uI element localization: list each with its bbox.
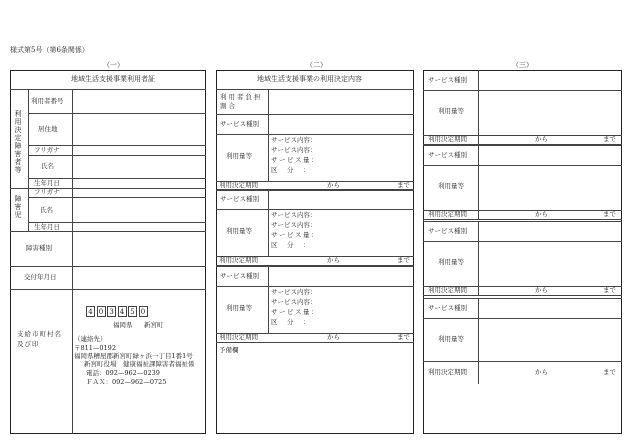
service-type-label: サービス種別 [220, 120, 259, 128]
department-text: 新宮町役場 健康福祉課障害者福祉係 [84, 360, 195, 368]
usage-amount-label: 利用量等 [226, 304, 252, 312]
address-label: 居住地 [38, 125, 58, 133]
period-label: 利用決定期間 [219, 256, 258, 264]
period-label: 利用決定期間 [219, 181, 258, 189]
postal-digit: 4 [118, 306, 127, 317]
period-from: から [327, 333, 340, 341]
usage-amount-label: 利用量等 [226, 152, 252, 160]
card1-title: 地域生活支援事業利用者証 [71, 75, 155, 83]
user-number-label: 利用者番号 [31, 97, 64, 105]
period-until: まで [603, 135, 616, 143]
service-content-2-label: サービス内容： [271, 221, 317, 229]
birthdate-label: 生年月日 [34, 179, 60, 187]
period-until: まで [397, 333, 410, 341]
postal-digit: 0 [97, 306, 106, 317]
period-label: 利用決定期間 [219, 333, 258, 341]
tel-text: 電話：092—962—0239 [86, 369, 160, 377]
period-until: まで [603, 210, 616, 218]
burden-ratio-label: 利用者負担割合 [220, 93, 263, 111]
section-label-1: （一） [103, 61, 124, 69]
usage-amount-label: 利用量等 [438, 335, 464, 343]
section-label-2: （二） [306, 61, 327, 69]
period-label: 利用決定期間 [428, 135, 467, 143]
service-type-label: サービス種別 [428, 76, 467, 84]
municipality-label: 支給市町村名及び印 [17, 330, 62, 348]
period-label: 利用決定期間 [428, 210, 467, 218]
usage-amount-label: 利用量等 [438, 258, 464, 266]
prefecture-text: 福岡県 [113, 321, 133, 329]
service-content-2-label: サービス内容： [271, 298, 317, 306]
period-from: から [535, 135, 548, 143]
person-group-label: 利用決定障害者等 [14, 110, 22, 174]
service-content-1-label: サービス内容： [271, 136, 317, 144]
service-amount-label: サービス量： [271, 156, 319, 164]
period-until: まで [603, 368, 616, 376]
service-content-1-label: サービス内容： [271, 211, 317, 219]
section-label-3: （三） [512, 61, 533, 69]
postal-digit: 3 [107, 306, 116, 317]
postcode-text: 〒811—0192 [74, 344, 116, 352]
period-from: から [535, 210, 548, 218]
card2-title: 地域生活支援事業の利用決定内容 [257, 75, 362, 83]
form-number: 様式第5号（第6条関係） [10, 46, 89, 54]
division-label: 区 分 ： [271, 318, 311, 326]
postal-digit: 4 [86, 306, 95, 317]
service-type-label: サービス種別 [220, 272, 259, 280]
postal-digit: 0 [139, 306, 148, 317]
child-furigana-label: フリガナ [34, 188, 60, 196]
division-label: 区 分 ： [271, 241, 311, 249]
period-label: 利用決定期間 [428, 368, 467, 376]
usage-amount-label: 利用量等 [438, 182, 464, 190]
period-until: まで [397, 256, 410, 264]
service-type-label: サービス種別 [428, 227, 467, 235]
period-label: 利用決定期間 [428, 286, 467, 294]
child-birthdate-label: 生年月日 [34, 223, 60, 231]
town-text: 新宮町 [144, 321, 164, 329]
contact-heading: （連絡先） [74, 335, 107, 343]
service-content-2-label: サービス内容： [271, 146, 317, 154]
period-from: から [535, 368, 548, 376]
service-amount-label: サービス量： [271, 308, 319, 316]
service-type-label: サービス種別 [220, 195, 259, 203]
period-until: まで [603, 286, 616, 294]
contact-address: 福岡県糟屋郡新宮町緑ヶ浜一丁目1番1号 [74, 352, 193, 360]
usage-amount-label: 利用量等 [226, 227, 252, 235]
furigana-label: フリガナ [34, 146, 60, 154]
period-from: から [535, 286, 548, 294]
service-type-label: サービス種別 [428, 304, 467, 312]
service-content-1-label: サービス内容： [271, 288, 317, 296]
fax-text: ＦＡＸ：092—962—0725 [86, 378, 167, 386]
additional-decision-card [423, 70, 622, 434]
notes-label: 予備欄 [219, 346, 239, 354]
service-amount-label: サービス量： [271, 231, 319, 239]
service-type-label: サービス種別 [428, 151, 467, 159]
child-group-label: 障害児 [14, 195, 22, 219]
period-until: まで [397, 181, 410, 189]
usage-amount-label: 利用量等 [438, 107, 464, 115]
division-label: 区 分 ： [271, 166, 311, 174]
disability-type-label: 障害種別 [26, 244, 52, 252]
period-from: から [327, 256, 340, 264]
period-from: から [327, 181, 340, 189]
postal-digit: 5 [128, 306, 137, 317]
name-label: 氏名 [41, 162, 54, 170]
issue-date-label: 交付年月日 [24, 273, 57, 281]
child-name-label: 氏名 [40, 206, 53, 214]
